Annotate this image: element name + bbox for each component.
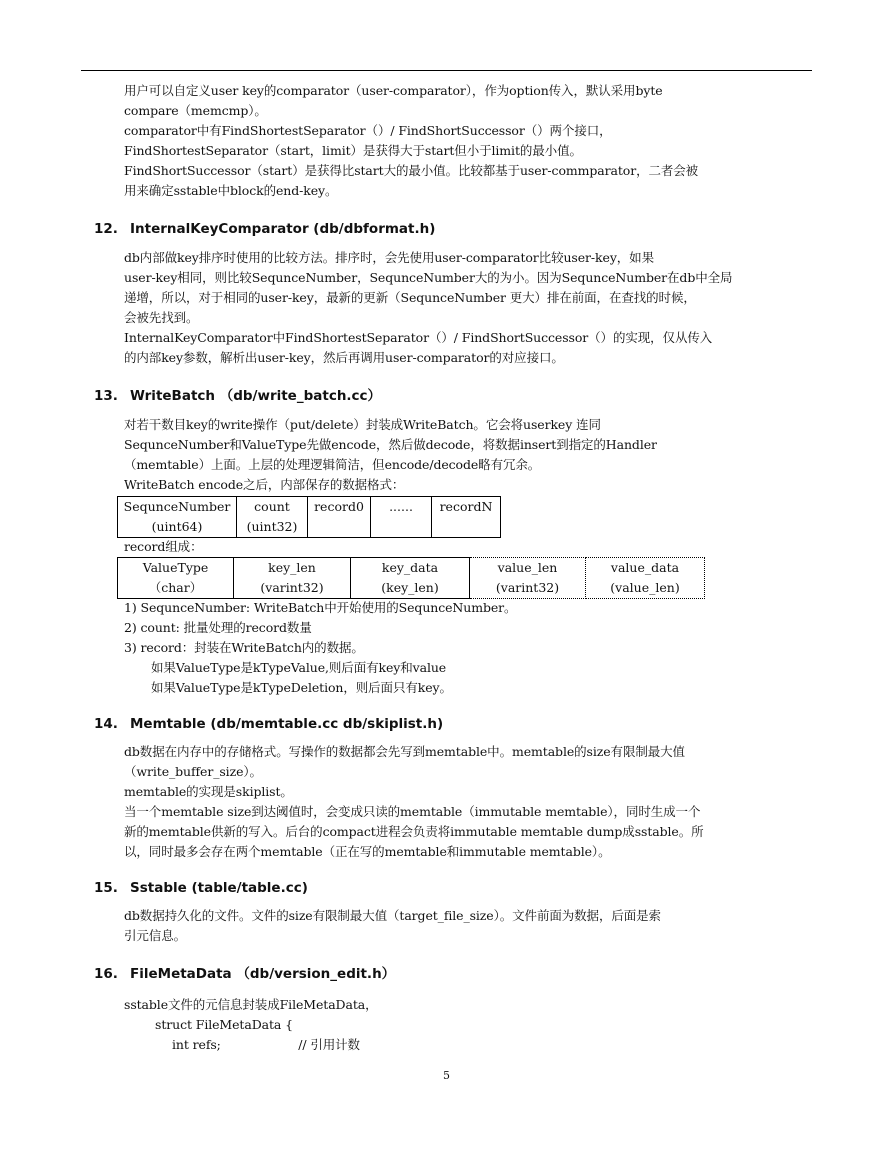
table-cell bbox=[237, 497, 308, 538]
section-15-body bbox=[124, 906, 814, 946]
record-format-table bbox=[117, 557, 705, 599]
text-line: InternalKeyComparator中FindShortestSeparator（）/ FindShortSuccessor（）的实现，仅从传入 bbox=[124, 330, 713, 345]
list-item: 1) SequnceNumber: WriteBatch中开始使用的SequnceNumber。 bbox=[124, 600, 517, 615]
section-heading-16 bbox=[94, 964, 395, 984]
record-label-block bbox=[124, 537, 814, 557]
cell-title: value_len bbox=[497, 560, 558, 575]
cell-subtitle: (value_len) bbox=[610, 580, 680, 595]
section-16-body bbox=[124, 995, 814, 1055]
cell-subtitle: (varint32) bbox=[495, 580, 560, 595]
cell-title: record0 bbox=[314, 499, 364, 514]
cell-title: recordN bbox=[439, 499, 493, 514]
table-row bbox=[118, 558, 705, 599]
text-line: （write_buffer_size）。 bbox=[124, 764, 262, 779]
cell-title: ValueType bbox=[142, 560, 209, 575]
page-number: 5 bbox=[443, 1069, 450, 1082]
section-title: InternalKeyComparator (db/dbformat.h) bbox=[130, 221, 436, 237]
text-line: db内部做key排序时使用的比较方法。排序时，会先使用user-comparator比较user-key，如果 bbox=[124, 250, 654, 265]
text-line: sstable文件的元信息封装成FileMetaData， bbox=[124, 997, 378, 1012]
text-line: db数据在内存中的存储格式。写操作的数据都会先写到memtable中。memtable的size有限制最大值 bbox=[124, 744, 685, 759]
section-heading-12 bbox=[94, 219, 435, 239]
section-number: 12. bbox=[94, 221, 118, 237]
text-line: （memtable）上面。上层的处理逻辑简洁，但encode/decode略有冗余。 bbox=[124, 457, 541, 472]
list-item: 2) count: 批量处理的record数量 bbox=[124, 620, 312, 635]
section-title: FileMetaData （db/version_edit.h） bbox=[130, 966, 396, 982]
sub-list-item: 如果ValueType是kTypeValue,则后面有key和value bbox=[151, 660, 447, 675]
section-number: 13. bbox=[94, 388, 118, 404]
text-line: 新的memtable供新的写入。后台的compact进程会负责将immutable memtable dump成sstable。所 bbox=[124, 824, 704, 839]
text-line: 会被先找到。 bbox=[124, 310, 199, 325]
record-label: record组成： bbox=[124, 539, 203, 554]
text-line: compare（memcmp）。 bbox=[124, 103, 267, 118]
text-line: 递增，所以，对于相同的user-key，最新的更新（SequnceNumber 更大）排在前面，在查找的时候， bbox=[124, 290, 696, 305]
cell-subtitle: (varint32) bbox=[260, 580, 324, 595]
record-fields-list bbox=[124, 598, 814, 698]
section-heading-15 bbox=[94, 878, 308, 898]
intro-paragraph bbox=[124, 81, 814, 201]
text-line: 当一个memtable size到达阈值时，会变成只读的memtable（immutable memtable），同时生成一个 bbox=[124, 804, 701, 819]
header-rule bbox=[81, 70, 812, 71]
section-14-body bbox=[124, 742, 814, 862]
table-cell bbox=[432, 497, 501, 538]
sub-list-item: 如果ValueType是kTypeDeletion，则后面只有key。 bbox=[151, 680, 452, 695]
cell-title: key_len bbox=[268, 560, 316, 575]
section-number: 14. bbox=[94, 716, 118, 732]
cell-title: ...... bbox=[389, 499, 413, 514]
code-line: int refs; // 引用计数 bbox=[172, 1037, 360, 1052]
section-12-body bbox=[124, 248, 814, 368]
text-line: db数据持久化的文件。文件的size有限制最大值（target_file_size）。文件前面为数据，后面是索 bbox=[124, 908, 661, 923]
section-title: Sstable (table/table.cc) bbox=[130, 880, 308, 896]
cell-subtitle: （char） bbox=[148, 580, 203, 595]
text-line: 用来确定sstable中block的end-key。 bbox=[124, 183, 338, 198]
list-item: 3) record：封装在WriteBatch内的数据。 bbox=[124, 640, 364, 655]
cell-title: value_data bbox=[610, 560, 680, 575]
text-line: memtable的实现是skiplist。 bbox=[124, 784, 293, 799]
cell-title: key_data bbox=[381, 560, 439, 575]
text-line: FindShortestSeparator（start，limit）是获得大于start但小于limit的最小值。 bbox=[124, 143, 582, 158]
cell-subtitle: (uint64) bbox=[151, 519, 203, 534]
section-number: 16. bbox=[94, 966, 118, 982]
section-number: 15. bbox=[94, 880, 118, 896]
section-title: Memtable (db/memtable.cc db/skiplist.h) bbox=[130, 716, 444, 732]
table-cell bbox=[308, 497, 371, 538]
cell-title: SequnceNumber bbox=[123, 499, 231, 514]
cell-subtitle: (key_len) bbox=[381, 580, 439, 595]
text-line: user-key相同，则比较SequnceNumber，SequnceNumber大的为小。因为SequnceNumber在db中全局 bbox=[124, 270, 733, 285]
section-13-body bbox=[124, 415, 814, 495]
writebatch-format-table bbox=[117, 496, 501, 538]
text-line: WriteBatch encode之后，内部保存的数据格式： bbox=[124, 477, 405, 492]
table-cell bbox=[586, 558, 705, 599]
text-line: comparator中有FindShortestSeparator（）/ FindShortSuccessor（）两个接口， bbox=[124, 123, 612, 138]
cell-subtitle: (uint32) bbox=[246, 519, 298, 534]
table-cell bbox=[351, 558, 470, 599]
text-line: SequnceNumber和ValueType先做encode，然后做decode，将数据insert到指定的Handler bbox=[124, 437, 657, 452]
table-cell bbox=[234, 558, 351, 599]
code-line: struct FileMetaData { bbox=[155, 1017, 293, 1032]
text-line: 用户可以自定义user key的comparator（user-comparator），作为option传入，默认采用byte bbox=[124, 83, 663, 98]
table-cell bbox=[470, 558, 586, 599]
text-line: 对若干数目key的write操作（put/delete）封装成WriteBatch。它会将userkey 连同 bbox=[124, 417, 601, 432]
table-row bbox=[118, 497, 501, 538]
section-heading-13 bbox=[94, 386, 381, 406]
text-line: 引元信息。 bbox=[124, 928, 187, 943]
text-line: 的内部key参数，解析出user-key，然后再调用user-comparator的对应接口。 bbox=[124, 350, 564, 365]
table-cell bbox=[118, 558, 234, 599]
table-cell bbox=[118, 497, 237, 538]
section-heading-14 bbox=[94, 714, 443, 734]
text-line: 以，同时最多会存在两个memtable（正在写的memtable和immutable memtable）。 bbox=[124, 844, 611, 859]
section-title: WriteBatch （db/write_batch.cc） bbox=[130, 388, 382, 404]
table-cell bbox=[371, 497, 432, 538]
text-line: FindShortSuccessor（start）是获得比start大的最小值。比较都基于user-commparator，二者会被 bbox=[124, 163, 699, 178]
cell-title: count bbox=[254, 499, 290, 514]
